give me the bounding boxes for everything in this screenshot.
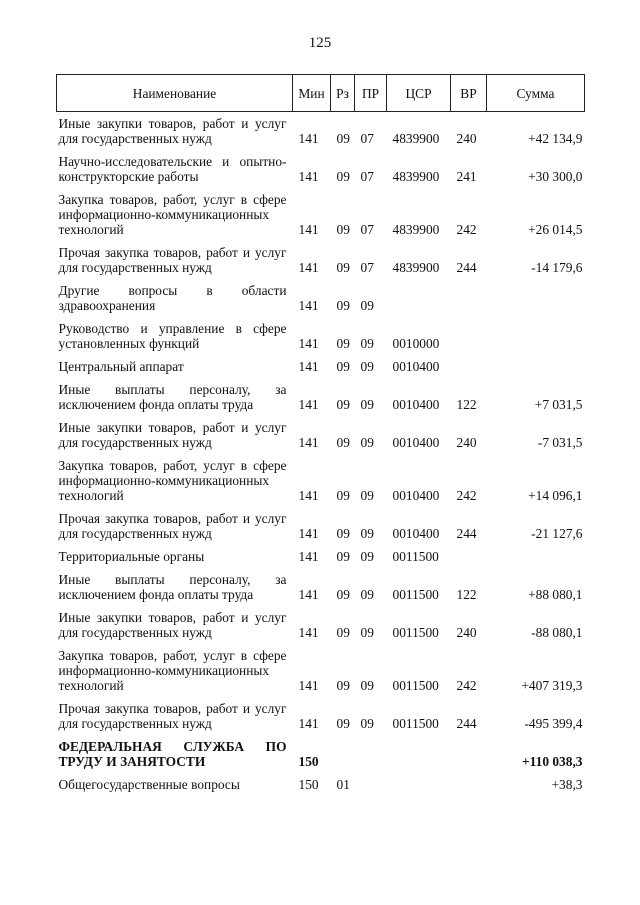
row-pr bbox=[355, 735, 387, 773]
row-sum: +30 300,0 bbox=[528, 169, 583, 184]
table-row bbox=[57, 773, 585, 796]
row-vr: 241 bbox=[456, 169, 477, 184]
row-sum bbox=[487, 317, 585, 355]
row-min: 141 bbox=[298, 625, 319, 640]
row-csr bbox=[387, 773, 451, 796]
row-name: Прочая закупка товаров, работ и услуг для государственных нужд bbox=[58, 245, 287, 275]
row-pr: 09 bbox=[360, 359, 374, 374]
row-name: Иные закупки товаров, работ и услуг для государственных нужд bbox=[58, 420, 287, 450]
row-name: Общегосударственные вопросы bbox=[58, 777, 240, 792]
row-min: 141 bbox=[298, 169, 319, 184]
header-rz: Рз bbox=[331, 75, 355, 112]
row-csr: 0010400 bbox=[392, 526, 440, 541]
row-min: 141 bbox=[298, 359, 319, 374]
row-pr: 07 bbox=[360, 131, 374, 146]
row-min: 141 bbox=[298, 298, 319, 313]
table-row bbox=[57, 188, 585, 241]
row-rz: 09 bbox=[336, 587, 350, 602]
page-number: 125 bbox=[308, 35, 332, 51]
row-sum: +42 134,9 bbox=[528, 131, 583, 146]
row-min: 141 bbox=[298, 260, 319, 275]
row-sum: +7 031,5 bbox=[534, 397, 583, 412]
row-vr bbox=[451, 279, 487, 317]
row-csr: 0010400 bbox=[392, 435, 440, 450]
header-min: Мин bbox=[293, 75, 331, 112]
row-rz bbox=[331, 735, 355, 773]
row-csr bbox=[387, 735, 451, 773]
table-row bbox=[57, 507, 585, 545]
row-pr: 09 bbox=[360, 625, 374, 640]
row-pr: 09 bbox=[360, 488, 374, 503]
row-min: 141 bbox=[298, 336, 319, 351]
table-row bbox=[57, 378, 585, 416]
row-pr: 09 bbox=[360, 526, 374, 541]
row-csr: 4839900 bbox=[392, 260, 440, 275]
row-vr: 242 bbox=[456, 678, 477, 693]
header-vr: ВР bbox=[451, 75, 487, 112]
header-name: Наименование bbox=[57, 75, 293, 112]
row-name: Иные закупки товаров, работ и услуг для государственных нужд bbox=[58, 116, 287, 146]
row-rz: 01 bbox=[336, 777, 350, 792]
row-pr: 09 bbox=[360, 587, 374, 602]
row-vr bbox=[451, 545, 487, 568]
row-sum: +110 038,3 bbox=[522, 754, 583, 769]
row-name: Другие вопросы в области здравоохранения bbox=[58, 283, 287, 313]
row-csr: 0011500 bbox=[392, 678, 439, 693]
row-rz: 09 bbox=[336, 397, 350, 412]
table-row bbox=[57, 545, 585, 568]
header-csr: ЦСР bbox=[387, 75, 451, 112]
row-csr: 0010400 bbox=[392, 397, 440, 412]
row-csr: 0010000 bbox=[392, 336, 440, 351]
row-sum bbox=[487, 279, 585, 317]
row-name: Иные выплаты персоналу, за исключением фонда оплаты труда bbox=[58, 572, 287, 602]
header-pr: ПР bbox=[355, 75, 387, 112]
row-name: ФЕДЕРАЛЬНАЯ СЛУЖБА ПО ТРУДУ И ЗАНЯТОСТИ bbox=[58, 739, 287, 769]
row-vr: 242 bbox=[456, 488, 477, 503]
row-vr: 122 bbox=[456, 587, 477, 602]
row-sum: +88 080,1 bbox=[528, 587, 583, 602]
table-row bbox=[57, 644, 585, 697]
table-row bbox=[57, 454, 585, 507]
row-csr: 4839900 bbox=[392, 169, 440, 184]
row-min: 141 bbox=[298, 435, 319, 450]
row-vr bbox=[451, 773, 487, 796]
row-rz: 09 bbox=[336, 488, 350, 503]
table-row bbox=[57, 416, 585, 454]
row-rz: 09 bbox=[336, 359, 350, 374]
table-row bbox=[57, 735, 585, 773]
row-vr: 240 bbox=[456, 625, 477, 640]
row-sum: -88 080,1 bbox=[531, 625, 583, 640]
row-name: Прочая закупка товаров, работ и услуг для государственных нужд bbox=[58, 511, 287, 541]
row-csr: 0010400 bbox=[392, 359, 440, 374]
row-sum: +14 096,1 bbox=[528, 488, 583, 503]
row-min: 141 bbox=[298, 526, 319, 541]
row-name: Закупка товаров, работ, услуг в сфере информационно-коммуникационных технологий bbox=[58, 458, 287, 503]
row-pr: 09 bbox=[360, 716, 374, 731]
row-pr: 07 bbox=[360, 260, 374, 275]
row-vr: 240 bbox=[456, 131, 477, 146]
row-vr: 244 bbox=[456, 526, 477, 541]
row-vr bbox=[451, 735, 487, 773]
row-sum: -7 031,5 bbox=[537, 435, 583, 450]
row-name: Иные закупки товаров, работ и услуг для государственных нужд bbox=[58, 610, 287, 640]
row-name: Иные выплаты персоналу, за исключением фонда оплаты труда bbox=[58, 382, 287, 412]
row-name: Закупка товаров, работ, услуг в сфере информационно-коммуникационных технологий bbox=[58, 648, 287, 693]
table-row bbox=[57, 150, 585, 188]
table-row bbox=[57, 606, 585, 644]
row-vr: 122 bbox=[456, 397, 477, 412]
row-rz: 09 bbox=[336, 298, 350, 313]
row-vr: 240 bbox=[456, 435, 477, 450]
budget-table bbox=[56, 74, 585, 796]
row-rz: 09 bbox=[336, 260, 350, 275]
table-row bbox=[57, 697, 585, 735]
table-row bbox=[57, 355, 585, 378]
row-rz: 09 bbox=[336, 526, 350, 541]
row-csr: 0010400 bbox=[392, 488, 440, 503]
row-name: Научно-исследовательские и опытно-конструкторские работы bbox=[58, 154, 287, 184]
row-sum: -14 179,6 bbox=[531, 260, 583, 275]
row-rz: 09 bbox=[336, 716, 350, 731]
row-csr bbox=[387, 279, 451, 317]
table-row bbox=[57, 112, 585, 151]
row-csr: 0011500 bbox=[392, 625, 439, 640]
table-row bbox=[57, 279, 585, 317]
row-min: 141 bbox=[298, 222, 319, 237]
row-min: 141 bbox=[298, 488, 319, 503]
row-name: Центральный аппарат bbox=[58, 359, 184, 374]
row-pr: 09 bbox=[360, 336, 374, 351]
row-name: Прочая закупка товаров, работ и услуг для государственных нужд bbox=[58, 701, 287, 731]
row-min: 141 bbox=[298, 716, 319, 731]
row-csr: 4839900 bbox=[392, 131, 440, 146]
row-rz: 09 bbox=[336, 678, 350, 693]
row-rz: 09 bbox=[336, 222, 350, 237]
row-rz: 09 bbox=[336, 435, 350, 450]
row-csr: 4839900 bbox=[392, 222, 440, 237]
row-vr: 244 bbox=[456, 716, 477, 731]
table-row bbox=[57, 568, 585, 606]
row-sum: +26 014,5 bbox=[528, 222, 583, 237]
row-min: 141 bbox=[298, 397, 319, 412]
row-pr: 09 bbox=[360, 435, 374, 450]
row-rz: 09 bbox=[336, 131, 350, 146]
row-min: 141 bbox=[298, 587, 319, 602]
row-csr: 0011500 bbox=[392, 716, 439, 731]
row-pr: 07 bbox=[360, 222, 374, 237]
table-row bbox=[57, 317, 585, 355]
row-pr: 09 bbox=[360, 549, 374, 564]
row-pr bbox=[355, 773, 387, 796]
row-sum: +38,3 bbox=[551, 777, 583, 792]
row-vr: 244 bbox=[456, 260, 477, 275]
row-name: Руководство и управление в сфере установленных функций bbox=[58, 321, 287, 351]
row-vr bbox=[451, 317, 487, 355]
row-min: 150 bbox=[298, 754, 319, 769]
row-csr: 0011500 bbox=[392, 549, 439, 564]
row-sum bbox=[487, 355, 585, 378]
row-sum: -495 399,4 bbox=[524, 716, 583, 731]
row-pr: 09 bbox=[360, 298, 374, 313]
table-row bbox=[57, 241, 585, 279]
row-sum: -21 127,6 bbox=[531, 526, 583, 541]
row-min: 150 bbox=[298, 777, 319, 792]
row-min: 141 bbox=[298, 549, 319, 564]
row-pr: 09 bbox=[360, 397, 374, 412]
row-min: 141 bbox=[298, 678, 319, 693]
row-rz: 09 bbox=[336, 549, 350, 564]
row-rz: 09 bbox=[336, 336, 350, 351]
row-min: 141 bbox=[298, 131, 319, 146]
row-sum: +407 319,3 bbox=[521, 678, 583, 693]
row-vr bbox=[451, 355, 487, 378]
row-rz: 09 bbox=[336, 625, 350, 640]
row-vr: 242 bbox=[456, 222, 477, 237]
table-body bbox=[57, 112, 585, 797]
header-sum: Сумма bbox=[487, 75, 585, 112]
row-csr: 0011500 bbox=[392, 587, 439, 602]
row-pr: 07 bbox=[360, 169, 374, 184]
row-name: Закупка товаров, работ, услуг в сфере информационно-коммуникационных технологий bbox=[58, 192, 287, 237]
row-pr: 09 bbox=[360, 678, 374, 693]
row-name: Территориальные органы bbox=[58, 549, 205, 564]
table-header bbox=[57, 75, 585, 112]
row-sum bbox=[487, 545, 585, 568]
row-rz: 09 bbox=[336, 169, 350, 184]
